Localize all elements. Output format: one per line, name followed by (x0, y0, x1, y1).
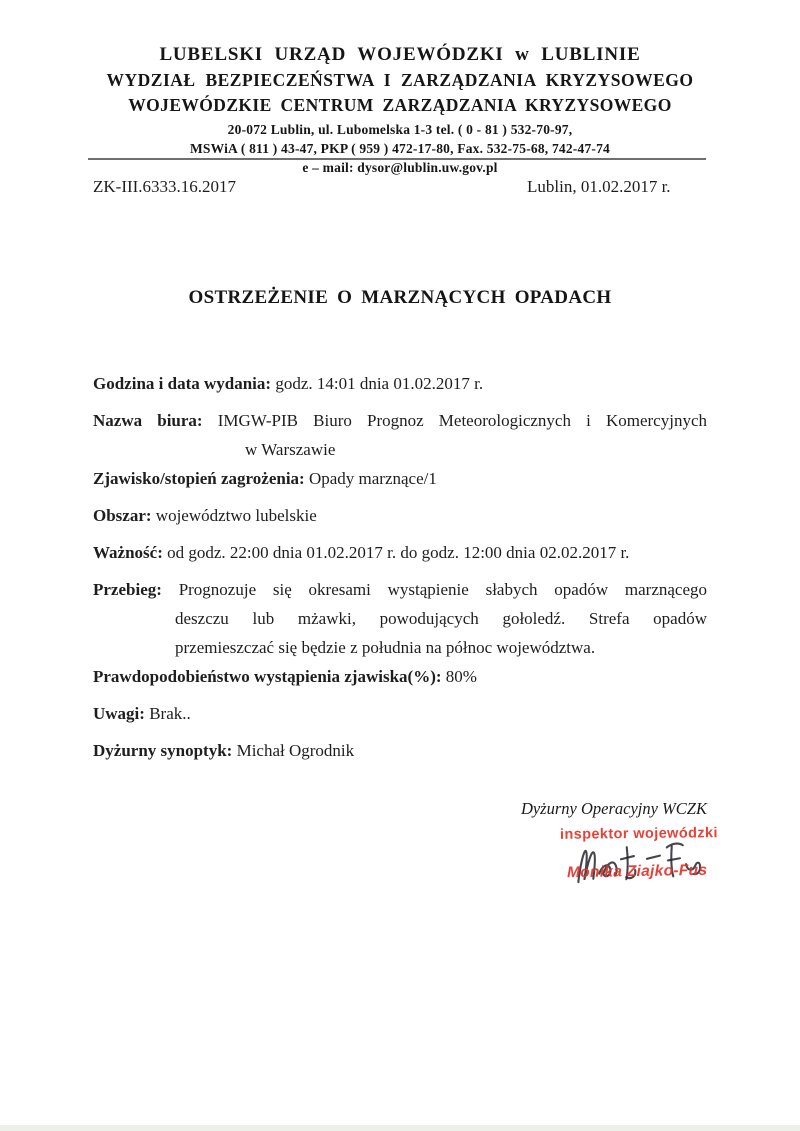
field-area (93, 501, 707, 530)
field-label: Nazwa biura: (93, 411, 203, 430)
signature-role-line: Dyżurny Operacyjny WCZK (520, 799, 707, 818)
letterhead-phones-line: MSWiA ( 811 ) 43-47, PKP ( 959 ) 472-17-80, Fax. 532-75-68, 742-47-74 (189, 141, 610, 156)
field-value: Prognozuje się okresami wystąpienie słabych opadów marznącego (178, 580, 707, 599)
field-phenomenon-level (93, 464, 707, 493)
field-value: IMGW-PIB Biuro Prognoz Meteorologicznych i Komercyjnych (217, 411, 707, 430)
field-issue-datetime (93, 369, 707, 398)
field-line (93, 406, 707, 435)
letterhead-divider-rule (88, 158, 706, 160)
field-probability (93, 662, 707, 691)
field-label: Zjawisko/stopień zagrożenia: (93, 469, 305, 488)
letterhead-address-line: 20-072 Lublin, ul. Lubomelska 1-3 tel. ( 0 - 81 ) 532-70-97, (227, 122, 573, 137)
document-title: OSTRZEŻENIE O MARZNĄCYCH OPADACH (188, 287, 612, 308)
case-number: ZK-III.6333.16.2017 (93, 177, 237, 196)
field-label: Prawdopodobieństwo wystąpienia zjawiska(%): (93, 667, 442, 686)
stamp-title: inspektor wojewódzki (559, 825, 718, 843)
field-label: Przebieg: (93, 580, 162, 599)
field-value-continuation: w Warszawie (245, 440, 336, 459)
field-label: Godzina i data wydania: (93, 374, 272, 393)
field-value-continuation: deszczu lub mżawki, powodujących gołoledź. Strefa opadów (175, 609, 707, 628)
field-label: Ważność: (93, 543, 163, 562)
letterhead-office-name: LUBELSKI URZĄD WOJEWÓDZKI w LUBLINIE (159, 44, 641, 65)
stamp-name: Monika Ziajko-Fus (566, 861, 708, 882)
field-value: województwo lubelskie (155, 506, 317, 525)
letterhead-email-line: e – mail: dysor@lublin.uw.gov.pl (302, 160, 498, 175)
place-and-date: Lublin, 01.02.2017 r. (527, 177, 671, 196)
field-value: 80% (445, 667, 477, 686)
document-body (93, 369, 707, 773)
field-office-name (93, 406, 707, 464)
letterhead (0, 44, 800, 176)
field-remarks (93, 699, 707, 728)
letterhead-department-name: WYDZIAŁ BEZPIECZEŃSTWA I ZARZĄDZANIA KRYZYSOWEGO (106, 70, 694, 90)
field-value-continuation: przemieszczać się będzie z południa na północ województwa. (175, 638, 596, 657)
field-value: godz. 14:01 dnia 01.02.2017 r. (275, 374, 484, 393)
field-value: Opady marznące/1 (308, 469, 437, 488)
field-label: Uwagi: (93, 704, 145, 723)
field-value: Brak.. (149, 704, 191, 723)
field-validity (93, 538, 707, 567)
field-label: Dyżurny synoptyk: (93, 741, 233, 760)
field-value: Michał Ogrodnik (236, 741, 355, 760)
field-value: od godz. 22:00 dnia 01.02.2017 r. do godz. 12:00 dnia 02.02.2017 r. (167, 543, 630, 562)
field-course (93, 575, 707, 662)
field-line (93, 575, 707, 604)
letterhead-center-name: WOJEWÓDZKIE CENTRUM ZARZĄDZANIA KRYZYSOWEGO (128, 95, 672, 115)
scan-bottom-edge (0, 1125, 800, 1131)
field-duty-forecaster (93, 736, 707, 765)
field-label: Obszar: (93, 506, 152, 525)
